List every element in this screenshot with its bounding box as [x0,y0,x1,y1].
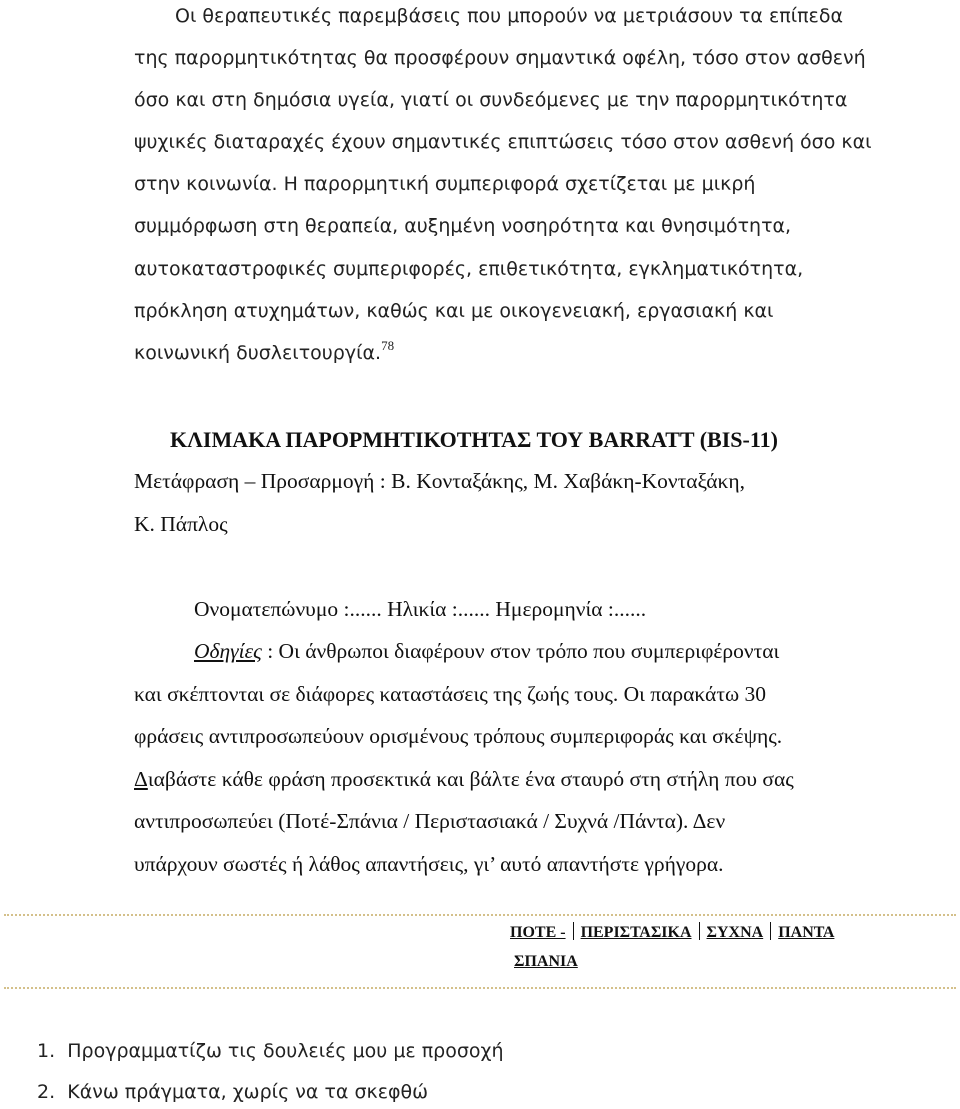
intro-line-2: της παρορμητικότητας θα προσφέρουν σημαντικά οφέλη, τόσο στον ασθενή [134,47,866,69]
intro-line-3: όσο και στη δημόσια υγεία, γιατί οι συνδεόμενες με την παρορμητικότητα [134,89,848,111]
instructions-line-4 [134,767,794,792]
instructions-label: Οδηγίες [194,639,262,663]
instructions-line-4-first-letter: Δ [134,767,148,791]
scale-title: ΚΛΙΜΑΚΑ ΠΑΡΟΡΜΗΤΙΚΟΤΗΤΑΣ ΤΟΥ BARRATT (BIS-11) [170,427,778,452]
column-header-often: ΣΥΧΝΑ [706,924,764,941]
instructions-line-6: υπάρχουν σωστές ή λάθος απαντήσεις, γι’ αυτό απαντήστε γρήγορα. [134,852,724,876]
intro-line-8: πρόκληση ατυχημάτων, καθώς και με οικογενειακή, εργασιακή και [134,300,774,322]
list-item [37,1040,504,1062]
column-header-never-rarely: ΠΟΤΕ - [510,924,566,941]
intro-last-text: κοινωνική δυσλειτουργία. [134,342,382,364]
intro-line-5: στην κοινωνία. Η παρορμητική συμπεριφορά σχετίζεται με μικρή [134,173,756,195]
instructions-first-line [194,639,779,664]
intro-line-4: ψυχικές διαταραχές έχουν σημαντικές επιπτώσεις τόσο στον ασθενή όσο και [134,131,872,153]
translation-credit-line-1: Μετάφραση – Προσαρμογή : Β. Κονταξάκης, Μ. Χαβάκη-Κονταξάκη, [134,469,746,493]
column-header-always: ΠΑΝΤΑ [778,924,835,941]
item-text: Κάνω πράγματα, χωρίς να τα σκεφθώ [67,1081,429,1103]
instructions-line-2: και σκέπτονται σε διάφορες καταστάσεις της ζωής τους. Οι παρακάτω 30 [134,682,766,706]
column-separator [573,922,574,940]
table-bottom-rule [4,987,956,989]
item-text: Προγραμματίζω τις δουλειές μου με προσοχή [67,1040,504,1062]
table-top-rule [4,914,956,916]
item-number: 2. [37,1081,56,1103]
table-column-headers [510,922,834,942]
instructions-line-5: αντιπροσωπεύει (Ποτέ-Σπάνια / Περιστασιακά / Συχνά /Πάντα). Δεν [134,809,726,833]
intro-line-9 [134,337,395,364]
column-separator [770,922,771,940]
list-item [37,1081,428,1103]
intro-line-1: Οι θεραπευτικές παρεμβάσεις που μπορούν να μετριάσουν τα επίπεδα [175,5,843,27]
translation-credit-line-2: Κ. Πάπλος [134,512,228,536]
instructions-line-4-rest: ιαβάστε κάθε φράση προσεκτικά και βάλτε ένα σταυρό στη στήλη που σας [147,767,794,791]
instructions-line-3: φράσεις αντιπροσωπεύουν ορισμένους τρόπους συμπεριφοράς και σκέψης. [134,724,783,748]
footnote-ref: 78 [381,337,395,353]
intro-line-7: αυτοκαταστροφικές συμπεριφορές, επιθετικότητα, εγκληματικότητα, [134,258,804,280]
instructions-first-rest: : Οι άνθρωποι διαφέρουν στον τρόπο που συμπεριφέρονται [261,639,780,663]
intro-line-6: συμμόρφωση στη θεραπεία, αυξημένη νοσηρότητα και θνησιμότητα, [134,215,792,237]
form-fields-line: Ονοματεπώνυμο :...... Ηλικία :...... Ημερομηνία :...... [194,597,647,621]
column-separator [699,922,700,940]
item-number: 1. [37,1040,56,1062]
column-header-never-rarely-line-2: ΣΠΑΝΙΑ [514,953,578,970]
column-header-occasionally: ΠΕΡΙΣΤΑΣΙΚΑ [580,924,692,941]
